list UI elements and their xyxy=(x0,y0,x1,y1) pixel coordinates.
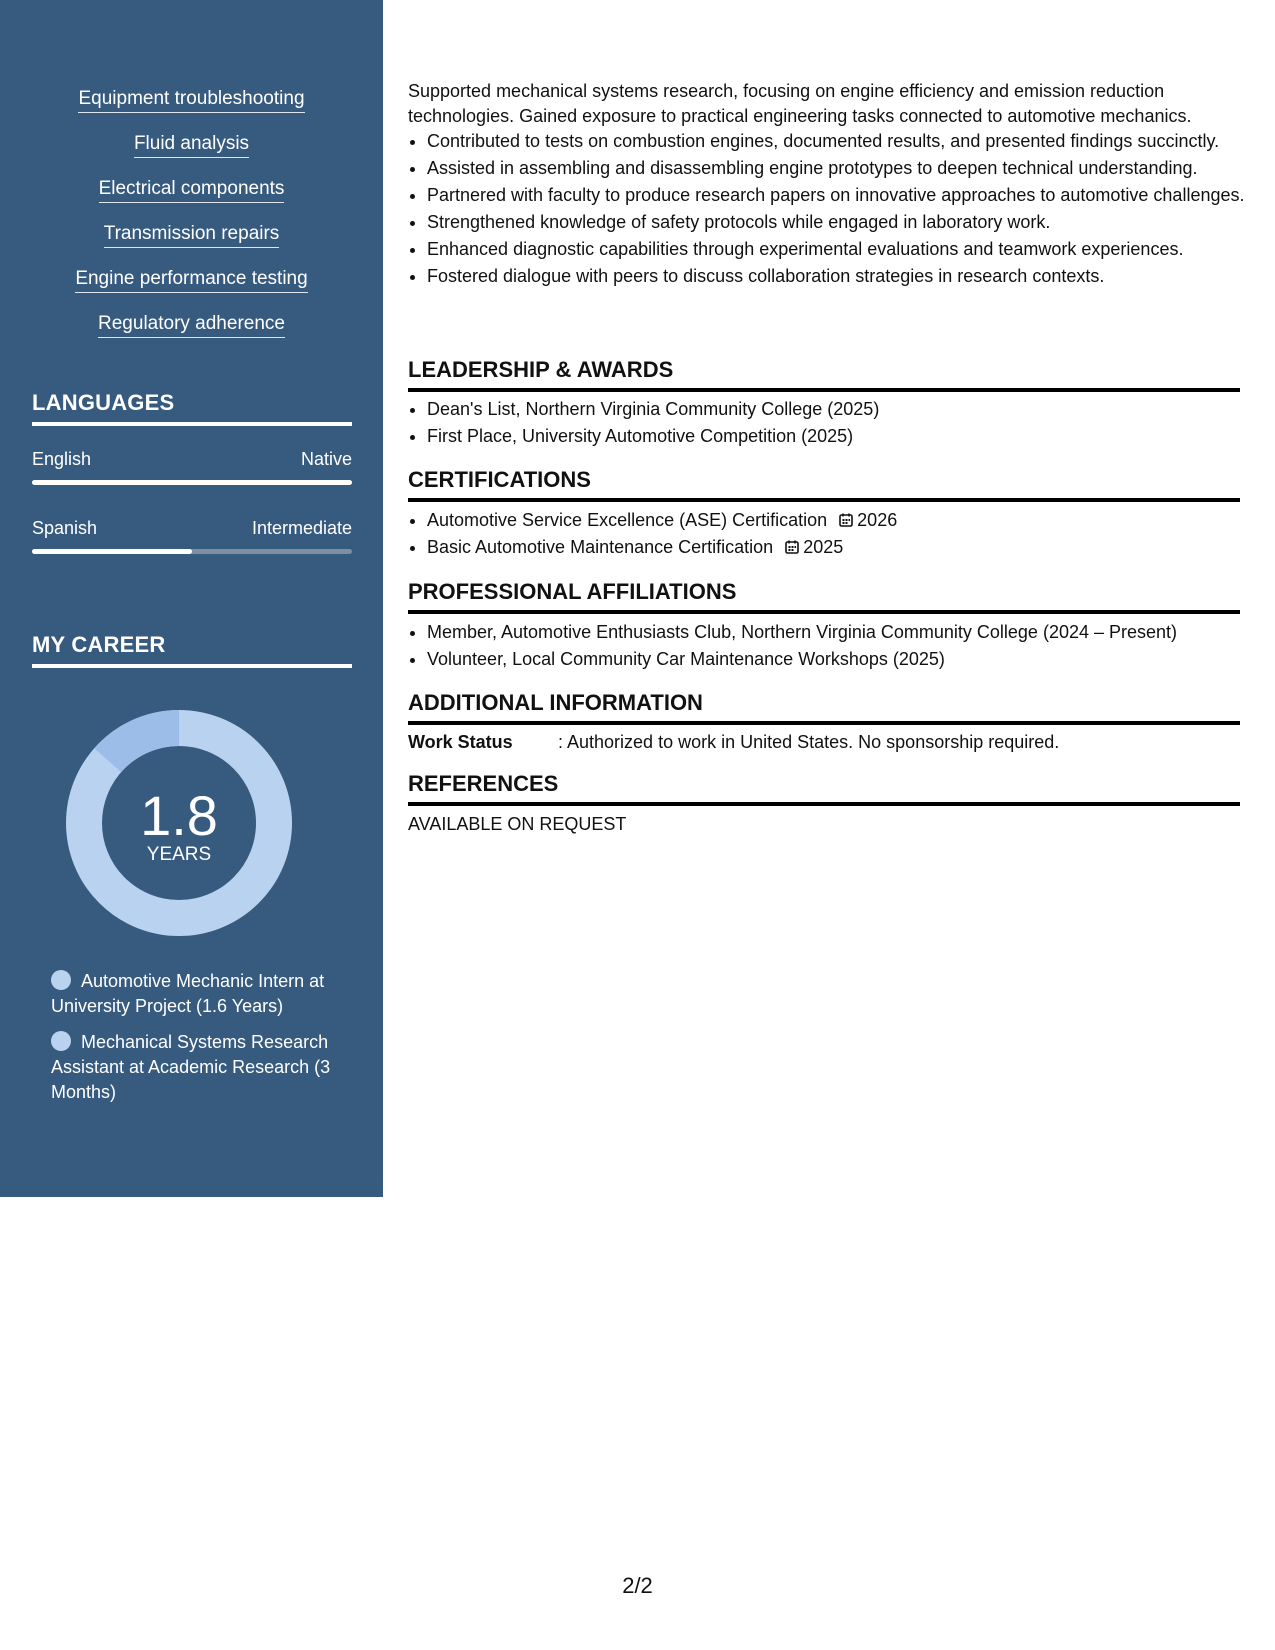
language-row-english xyxy=(32,449,352,470)
affiliations-list xyxy=(408,620,1259,674)
language-name: English xyxy=(32,449,92,469)
skill-item xyxy=(0,86,383,131)
certification-name: Automotive Service Excellence (ASE) Certification xyxy=(427,510,828,530)
work-status-row xyxy=(408,730,1059,755)
legend-dot xyxy=(51,1031,71,1051)
skill-label: Regulatory adherence xyxy=(98,313,285,338)
career-item xyxy=(51,969,341,1019)
calendar-icon xyxy=(839,513,853,527)
career-total-value: 1.8 xyxy=(140,784,218,847)
certifications-list xyxy=(408,508,1259,562)
skill-label: Equipment troubleshooting xyxy=(78,88,304,113)
skills-list xyxy=(0,86,383,356)
language-level: Native xyxy=(300,449,352,469)
career-item xyxy=(51,1030,341,1105)
work-status-value: : Authorized to work in United States. No sponsorship required. xyxy=(558,732,1060,752)
experience-bullet: • Contributed to tests on combustion engines, documented results, and presented findings succinctly. xyxy=(427,129,1259,154)
skill-item xyxy=(0,131,383,176)
language-level: Intermediate xyxy=(251,518,352,538)
language-bar-english xyxy=(32,480,352,485)
certification-year: 2025 xyxy=(803,537,844,557)
career-item-text: Mechanical Systems Research Assistant at Academic Research (3 Months) xyxy=(51,1032,331,1102)
experience-bullet: • Assisted in assembling and disassembling engine prototypes to deepen technical understanding. xyxy=(427,156,1259,181)
additional-info-heading: ADDITIONAL INFORMATION xyxy=(408,690,1240,725)
skill-item xyxy=(0,266,383,311)
skill-label: Electrical components xyxy=(99,178,285,203)
affiliations-heading: PROFESSIONAL AFFILIATIONS xyxy=(408,579,1240,614)
affiliation-item: • Volunteer, Local Community Car Maintenance Workshops (2025) xyxy=(427,647,1259,672)
legend-dot xyxy=(51,970,71,990)
skill-label: Transmission repairs xyxy=(104,223,280,248)
experience-bullet: • Fostered dialogue with peers to discuss collaboration strategies in research contexts. xyxy=(427,264,1259,289)
career-item-text: Automotive Mechanic Intern at University Project (1.6 Years) xyxy=(51,971,325,1016)
work-status-label: Work Status xyxy=(408,732,513,752)
career-total-unit: YEARS xyxy=(146,844,212,865)
references-text: AVAILABLE ON REQUEST xyxy=(408,814,627,834)
leadership-item: • First Place, University Automotive Competition (2025) xyxy=(427,424,1259,449)
certifications-heading: CERTIFICATIONS xyxy=(408,467,1240,502)
language-bar-fill xyxy=(32,480,352,485)
career-donut xyxy=(66,710,292,936)
certification-year: 2026 xyxy=(857,510,898,530)
affiliation-item: • Member, Automotive Enthusiasts Club, Northern Virginia Community College (2024 – Present) xyxy=(427,620,1259,645)
leadership-item: • Dean's List, Northern Virginia Community College (2025) xyxy=(427,397,1259,422)
sidebar xyxy=(0,0,383,1197)
skill-label: Engine performance testing xyxy=(75,268,307,293)
calendar-icon xyxy=(785,540,799,554)
language-name: Spanish xyxy=(32,518,98,538)
page-number: 2/2 xyxy=(622,1573,653,1598)
experience-summary: Supported mechanical systems research, focusing on engine efficiency and emission reduction technologies. Gained exposure to practical engineering tasks connected to automotive mechanics. xyxy=(408,81,1192,126)
certification-item xyxy=(427,535,1259,560)
skill-label: Fluid analysis xyxy=(134,133,249,158)
experience-bullet: • Strengthened knowledge of safety protocols while engaged in laboratory work. xyxy=(427,210,1259,235)
experience-bullet: • Enhanced diagnostic capabilities through experimental evaluations and teamwork experiences. xyxy=(427,237,1259,262)
donut-segment-research xyxy=(108,728,179,760)
career-heading: MY CAREER xyxy=(32,632,352,668)
language-bar-fill xyxy=(32,549,192,554)
skill-item xyxy=(0,311,383,356)
skill-item xyxy=(0,176,383,221)
certification-item xyxy=(427,508,1259,533)
leadership-heading: LEADERSHIP & AWARDS xyxy=(408,357,1240,392)
languages-heading: LANGUAGES xyxy=(32,390,352,426)
leadership-list xyxy=(408,397,1259,451)
skill-item xyxy=(0,221,383,266)
language-row-spanish xyxy=(32,518,352,539)
experience-bullets xyxy=(408,129,1259,291)
certification-name: Basic Automotive Maintenance Certification xyxy=(427,537,774,557)
language-bar-spanish xyxy=(32,549,352,554)
experience-bullet: • Partnered with faculty to produce research papers on innovative approaches to automotive challenges. xyxy=(427,183,1259,208)
references-heading: REFERENCES xyxy=(408,771,1240,806)
